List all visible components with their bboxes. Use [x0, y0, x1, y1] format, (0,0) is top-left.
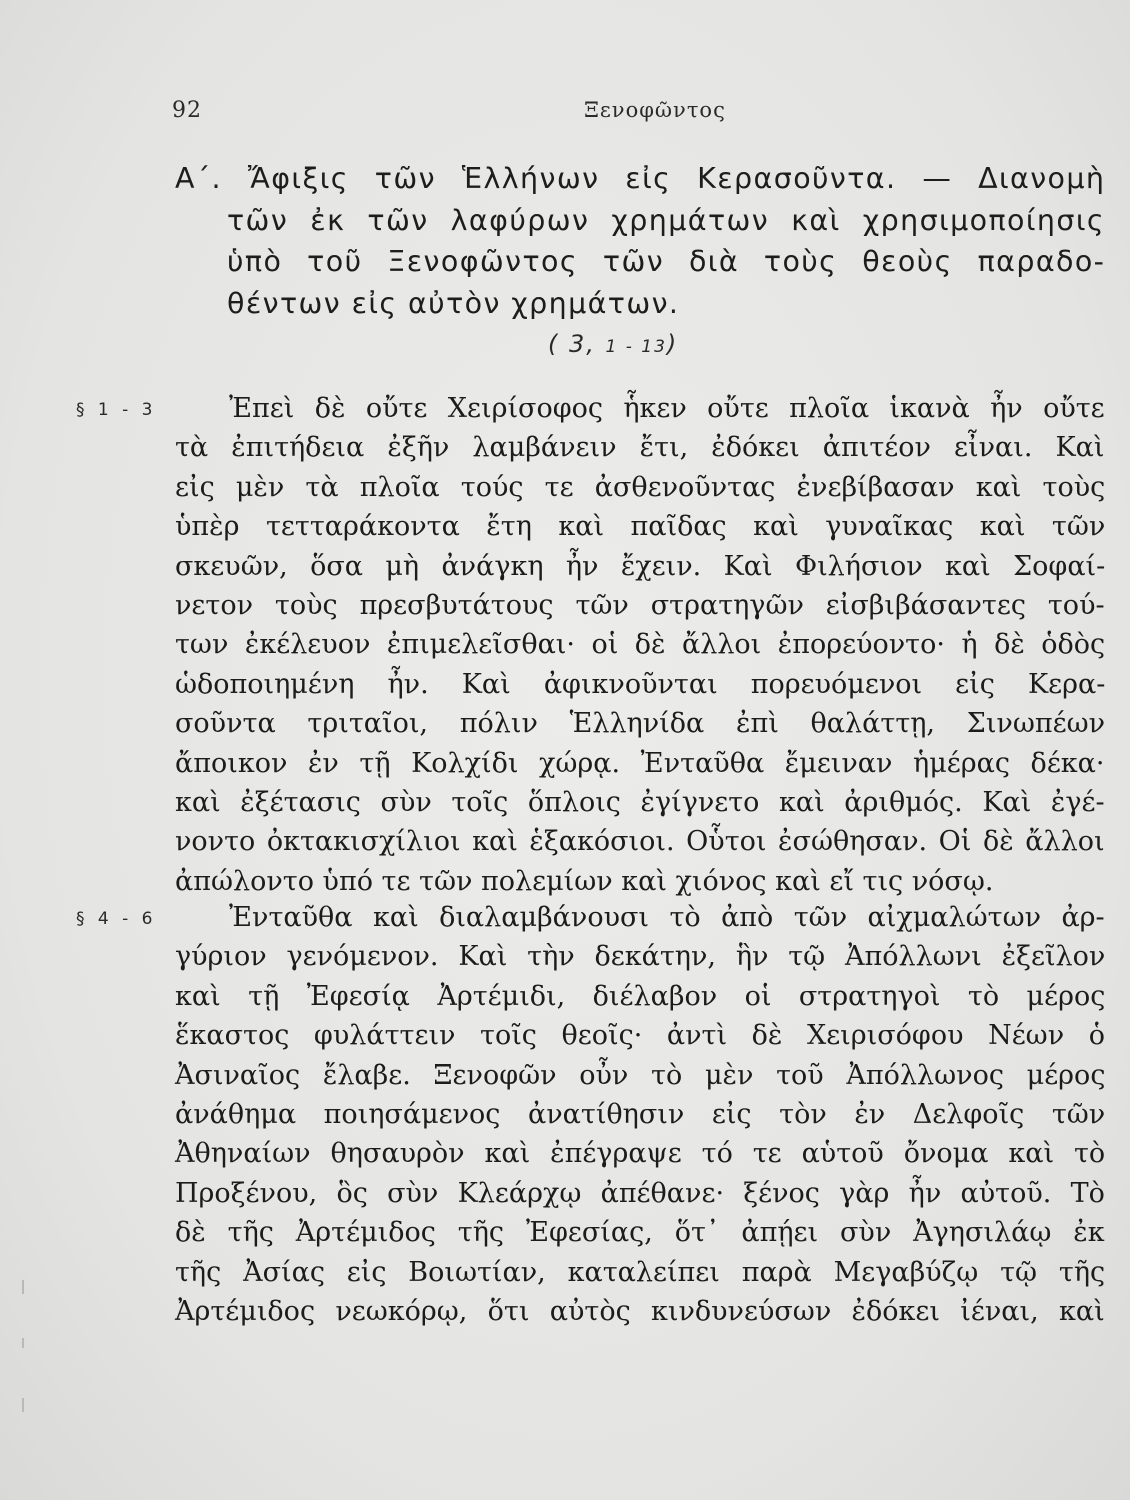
- chapter-title-line: τῶν ἐκ τῶν λαφύρων χρημάτων καὶ χρησιμοποίησις: [227, 203, 1106, 237]
- text-line: νετον τοὺς πρεσβυτάτους τῶν στρατηγῶν εἰσβιβάσαντες τού-: [175, 589, 1105, 621]
- text-line: τῆς Ἀσίας εἰς Βοιωτίαν, καταλείπει παρὰ Μεγαβύζῳ τῷ τῆς: [175, 1256, 1106, 1288]
- text-line: Ἐνταῦθα καὶ διαλαμβάνουσι τὸ ἀπὸ τῶν αἰχμαλώτων ἀρ-: [229, 902, 1105, 933]
- text-line: γύριον γενόμενον. Καὶ τὴν δεκάτην, ἣν τῷ Ἀπόλλωνι ἐξεῖλον: [175, 941, 1106, 973]
- range-lines: 1 - 13: [605, 337, 667, 357]
- text-line: ἀπώλοντο ὑπό τε τῶν πολεμίων καὶ χιόνος καὶ εἴ τις νόσῳ.: [175, 865, 994, 897]
- chapter-range: [548, 330, 678, 358]
- chapter-title-line: Α΄. Ἄφιξις τῶν Ἑλλήνων εἰς Κερασοῦντα. — Διανομὴ: [175, 162, 1106, 195]
- chapter-title: [175, 158, 1105, 324]
- text-line: σκευῶν, ὅσα μὴ ἀνάγκη ἦν ἔχειν. Καὶ Φιλήσιον καὶ Σοφαί-: [175, 550, 1106, 582]
- text-line: Ἀθηναίων θησαυρὸν καὶ ἐπέγραψε τό τε αὑτοῦ ὄνομα καὶ τὸ: [175, 1138, 1106, 1170]
- text-line: σοῦντα τριταῖοι, πόλιν Ἑλληνίδα ἐπὶ θαλάττῃ, Σινωπέων: [175, 708, 1106, 740]
- chapter-title-line: ὑπὸ τοῦ Ξενοφῶντος τῶν διὰ τοὺς θεοὺς παραδο-: [227, 245, 1106, 278]
- text-line: Ἀρτέμιδος νεωκόρῳ, ὅτι αὐτὸς κινδυνεύσων ἐδόκει ἰέναι, καὶ: [175, 1295, 1105, 1327]
- section-text: [175, 389, 1105, 901]
- text-line: τὰ ἐπιτήδεια ἐξῆν λαμβάνειν ἔτι, ἐδόκει ἀπιτέον εἶναι. Καὶ: [175, 432, 1105, 464]
- section-marker: § 1 - 3: [76, 400, 157, 420]
- range-close: ): [666, 330, 679, 358]
- section-marker: § 4 - 6: [76, 909, 157, 929]
- section-text: [175, 898, 1105, 1331]
- text-line: ἀνάθημα ποιησάμενος ἀνατίθησιν εἰς τὸν ἐν Δελφοῖς τῶν: [175, 1098, 1106, 1130]
- text-line: ὡδοποιημένη ἦν. Καὶ ἀφικνοῦνται πορευόμενοι εἰς Κερα-: [175, 668, 1106, 700]
- text-line: καὶ ἐξέτασις σὺν τοῖς ὅπλοις ἐγίγνετο καὶ ἀριθμός. Καὶ ἐγέ-: [175, 786, 1105, 818]
- page-number: 92: [172, 98, 202, 123]
- text-line: ὑπὲρ τετταράκοντα ἔτη καὶ παῖδας καὶ γυναῖκας καὶ τῶν: [175, 511, 1106, 543]
- text-line: εἰς μὲν τὰ πλοῖα τούς τε ἀσθενοῦντας ἐνεβίβασαν καὶ τοὺς: [175, 471, 1106, 503]
- text-line: Ἀσιναῖος ἔλαβε. Ξενοφῶν οὖν τὸ μὲν τοῦ Ἀπόλλωνος μέρος: [175, 1059, 1106, 1091]
- chapter-title-line: θέντων εἰς αὐτὸν χρημάτων.: [227, 286, 680, 320]
- text-line: Ἐπεὶ δὲ οὔτε Χειρίσοφος ἧκεν οὔτε πλοῖα ἱκανὰ ἦν οὔτε: [229, 393, 1105, 424]
- text-line: δὲ τῆς Ἀρτέμιδος τῆς Ἐφεσίας, ὅτ᾽ ἀπῄει σὺν Ἀγησιλάῳ ἐκ: [175, 1217, 1105, 1249]
- text-line: των ἐκέλευον ἐπιμελεῖσθαι· οἱ δὲ ἄλλοι ἐπορεύοντο· ἡ δὲ ὁδὸς: [175, 629, 1106, 661]
- text-line: καὶ τῇ Ἐφεσίᾳ Ἀρτέμιδι, διέλαβον οἱ στρατηγοὶ τὸ μέρος: [175, 980, 1106, 1012]
- running-head: Ξενοφῶντος: [584, 98, 726, 122]
- text-line: νοντο ὀκτακισχίλιοι καὶ ἑξακόσιοι. Οὗτοι ἐσώθησαν. Οἱ δὲ ἄλλοι: [175, 826, 1105, 858]
- range-open: ( 3,: [548, 330, 596, 358]
- text-line: ἕκαστος φυλάττειν τοῖς θεοῖς· ἀντὶ δὲ Χειρισόφου Νέων ὁ: [175, 1020, 1105, 1052]
- text-line: Προξένου, ὃς σὺν Κλεάρχῳ ἀπέθανε· ξένος γὰρ ἦν αὐτοῦ. Τὸ: [175, 1177, 1105, 1209]
- margin-scan-marks: [22, 1280, 24, 1420]
- text-line: ἄποικον ἐν τῇ Κολχίδι χώρᾳ. Ἐνταῦθα ἔμειναν ἡμέρας δέκα·: [175, 747, 1105, 779]
